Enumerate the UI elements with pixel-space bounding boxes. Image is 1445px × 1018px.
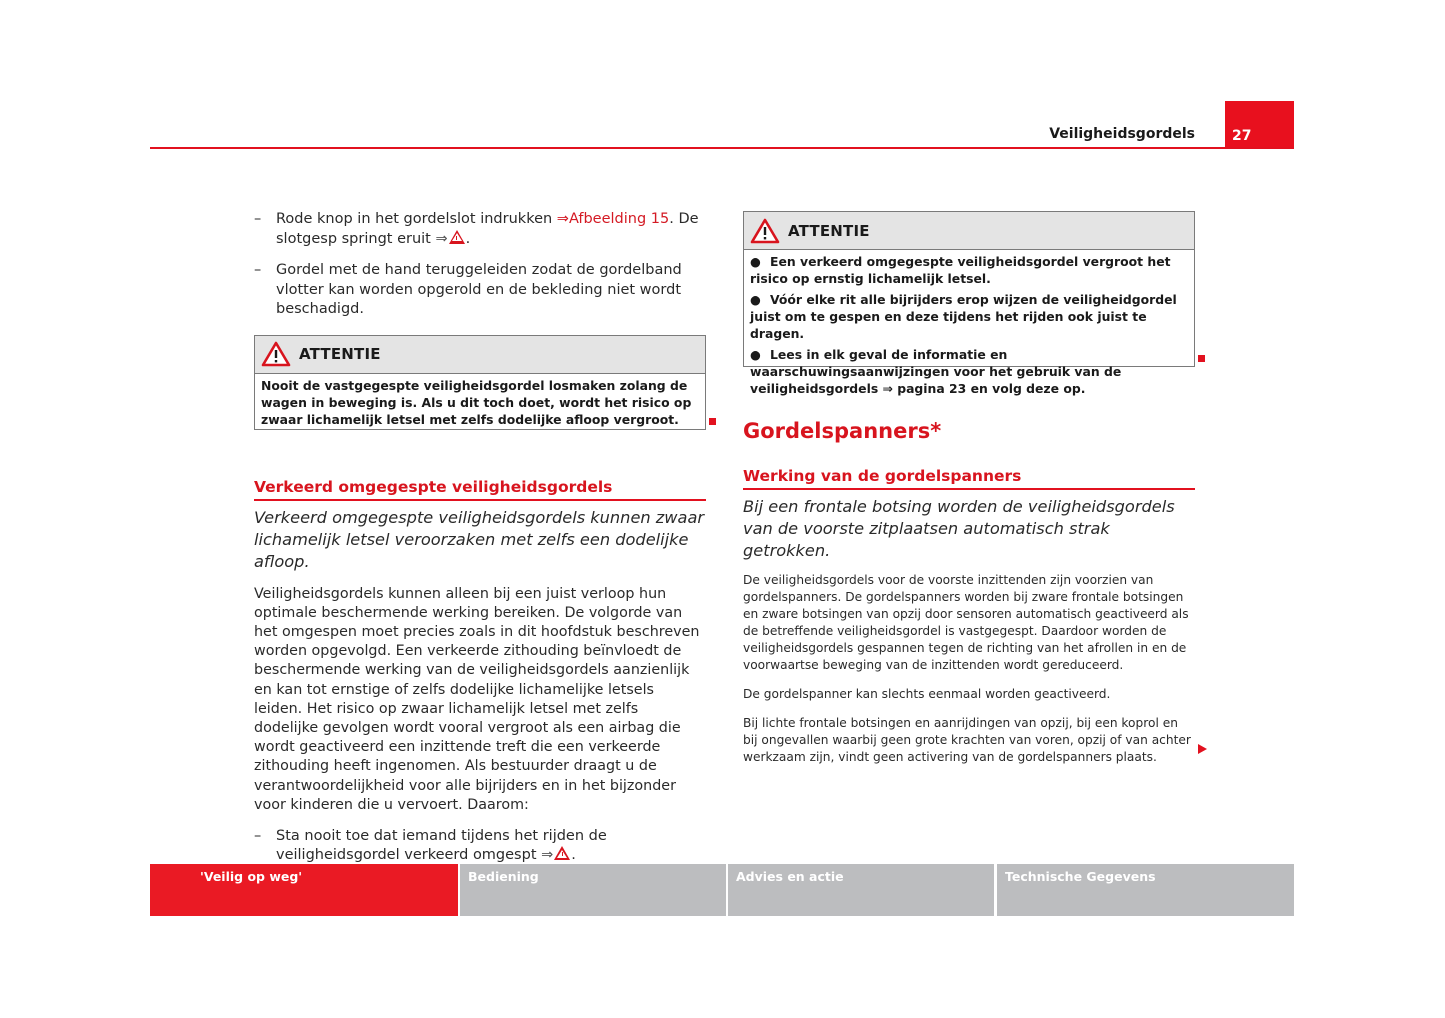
section-heading: Werking van de gordelspanners	[743, 467, 1195, 490]
warning-list	[744, 250, 1194, 404]
warning-title: ATTENTIE	[788, 221, 870, 240]
footer-tab-bediening[interactable]: Bediening	[460, 864, 726, 916]
header-rule	[150, 147, 1294, 149]
warning-box	[743, 211, 1195, 396]
continue-arrow-icon	[1198, 744, 1207, 754]
footer-tab-advies-en-actie[interactable]: Advies en actie	[728, 864, 994, 916]
dash-bullet: –	[254, 262, 262, 278]
dash-bullet: –	[254, 211, 262, 227]
warning-bullet: ● Een verkeerd omgegespte veiligheidsgordel vergroot het risico op ernstig lichamelijk letsel.	[750, 254, 1171, 286]
figure-reference-link[interactable]: ⇒Afbeelding 15	[556, 211, 670, 227]
section-end-marker	[1198, 355, 1205, 362]
step-item: – Sta nooit toe dat iemand tijdens het rijden de veiligheidsgordel verkeerd omgespt ⇒ .	[254, 827, 706, 866]
step-item: – Gordel met de hand teruggeleiden zodat de gordelband vlotter kan worden opgerold en de bekleding niet wordt beschadigd.	[254, 261, 706, 320]
section-heading: Verkeerd omgegespte veiligheidsgordels	[254, 478, 706, 501]
step-item: – Rode knop in het gordelslot indrukken ⇒Afbeelding 15. De slotgesp springt eruit ⇒ .	[254, 210, 706, 249]
warning-triangle-icon[interactable]	[554, 846, 570, 860]
body-paragraph: De veiligheidsgordels voor de voorste inzittenden zijn voorzien van gordelspanners. De gordelspanners worden bij zware frontale botsingen en zware botsingen van opzij door sensoren automatisch geactiveerd als de betreffende veiligheidsgordel is vastgegespt. Daardoor worden de veiligheidsgordels gespannen tegen de richting van het afrollen in en de voorwaartse beweging van de inzittenden wordt gereduceerd.	[743, 573, 1189, 672]
chapter-heading: Gordelspanners*	[743, 419, 942, 443]
page-number: 27	[1232, 128, 1252, 144]
left-column	[254, 210, 706, 878]
warning-triangle-icon	[261, 341, 291, 367]
warning-title: ATTENTIE	[299, 345, 381, 363]
warning-box-header	[255, 336, 705, 374]
section-lead: Bij een frontale botsing worden de veiligheidsgordels van de voorste zitplaatsen automatisch strak getrokken.	[743, 497, 1175, 560]
dash-bullet: –	[254, 827, 262, 844]
warning-box	[254, 335, 706, 430]
footer-tab-technische-gegevens[interactable]: Technische Gegevens	[997, 864, 1294, 916]
footer-tab-veilig-op-weg[interactable]: 'Veilig op weg'	[150, 864, 458, 916]
body-paragraph: Bij lichte frontale botsingen en aanrijdingen van opzij, bij een koprol en bij ongevallen waarbij geen grote krachten van voren, opzij of van achter werkzaam zijn, vindt geen activering van de gordelspanners plaats.	[743, 716, 1191, 764]
section-end-marker	[709, 418, 716, 425]
body-paragraph: De gordelspanner kan slechts eenmaal worden geactiveerd.	[743, 687, 1111, 701]
section-lead: Verkeerd omgegespte veiligheidsgordels kunnen zwaar lichamelijk letsel veroorzaken met zelfs een dodelijke afloop.	[254, 507, 705, 571]
warning-triangle-icon[interactable]	[449, 230, 465, 244]
warning-bullet: ● Lees in elk geval de informatie en waarschuwingsaanwijzingen voor het gebruik van de veiligheidsgordels ⇒ pagina 23 en volg deze op.	[750, 347, 1122, 396]
page-number-box	[1225, 101, 1294, 149]
body-paragraph: Veiligheidsgordels kunnen alleen bij een juist verloop hun optimale beschermende werking bereiken. De volgorde van het omgespen moet precies zoals in dit hoofdstuk beschreven worden opgevolgd. Een verkeerde zithouding beïnvloedt de beschermende werking van de veiligheidsgordels aanzienlijk en kan tot ernstige of zelfs dodelijke lichamelijke letsels leiden. Het risico op zwaar lichamelijk letsel met zelfs dodelijke gevolgen wordt vooral vergroot als een airbag die wordt geactiveerd een inzittende treft die een verkeerde zithouding heeft ingenomen. Als bestuurder draagt u de verantwoordelijkheid voor alle bijrijders en in het bijzonder voor kinderen die u vervoert. Daarom:	[254, 585, 700, 813]
warning-bullet: ● Vóór elke rit alle bijrijders erop wijzen de veiligheidgordel juist om te gespen en deze tijdens het rijden ook juist te dragen.	[750, 292, 1177, 341]
right-column	[743, 211, 1195, 766]
warning-triangle-icon	[750, 218, 780, 244]
running-header-title: Veiligheidsgordels	[1049, 126, 1195, 142]
warning-box-header	[744, 212, 1194, 250]
warning-text: Nooit de vastgegespte veiligheidsgordel losmaken zolang de wagen in beweging is. Als u dit toch doet, wordt het risico op zwaar lichamelijk letsel met zelfs dodelijke afloop vergroot.	[261, 377, 692, 427]
